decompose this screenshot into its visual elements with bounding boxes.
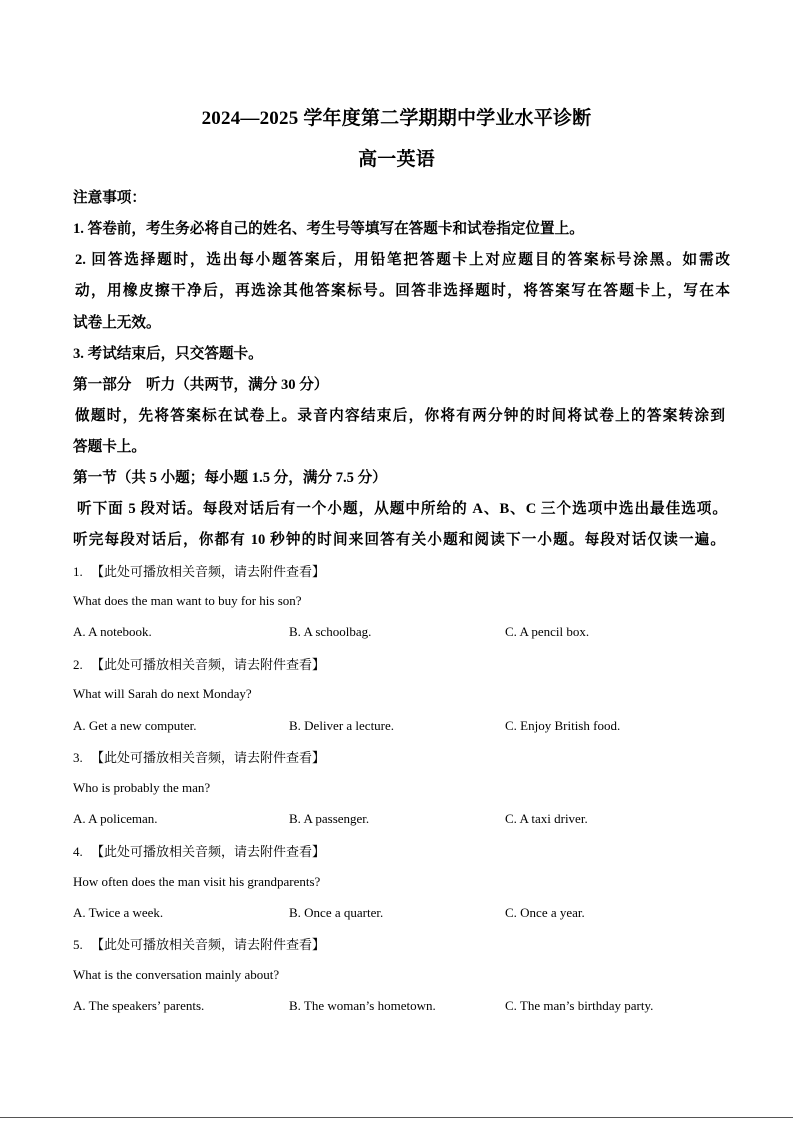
audio-link[interactable]: 【此处可播放相关音频，请去附件查看】 <box>91 844 326 859</box>
notice-heading: 注意事项： <box>73 190 146 206</box>
option-a: A. A policeman. <box>73 811 158 826</box>
part1-instruction-line-1: 做题时，先将答案标在试卷上。录音内容结束后，你将有两分钟的时间将试卷上的答案转涂到 <box>75 408 725 424</box>
option-c: C. Once a year. <box>505 905 585 920</box>
section1-instruction-line-1: 听下面 5 段对话。每段对话后有一个小题，从题中所给的 A、B、C 三个选项中选出最佳选项。 <box>77 501 727 517</box>
audio-placeholder[interactable] <box>73 841 325 860</box>
question-stem: Who is probably the man? <box>73 780 211 795</box>
audio-link[interactable]: 【此处可播放相关音频，请去附件查看】 <box>91 750 326 765</box>
option-a: A. Get a new computer. <box>73 718 197 733</box>
notice-item-2-line-2: 动，用橡皮擦干净后，再选涂其他答案标号。回答非选择题时，将答案写在答题卡上，写在本 <box>75 283 730 299</box>
question-stem: How often does the man visit his grandparents? <box>73 874 321 889</box>
audio-link[interactable]: 【此处可播放相关音频，请去附件查看】 <box>91 937 326 952</box>
option-b: B. Once a quarter. <box>289 905 384 920</box>
audio-placeholder[interactable] <box>73 934 325 953</box>
question-number: 5. <box>73 937 83 952</box>
audio-link[interactable]: 【此处可播放相关音频，请去附件查看】 <box>91 564 326 579</box>
question-stem: What is the conversation mainly about? <box>73 967 280 982</box>
option-a: A. The speakers’ parents. <box>73 998 205 1013</box>
part1-heading: 第一部分 听力（共两节，满分 30 分） <box>73 377 329 393</box>
audio-placeholder[interactable] <box>73 561 325 580</box>
question-number: 4. <box>73 844 83 859</box>
subject-title: 高一英语 <box>358 149 435 170</box>
page-bottom-divider <box>0 1117 793 1118</box>
question-stem: What will Sarah do next Monday? <box>73 686 252 701</box>
section1-instruction-line-2: 听完每段对话后，你都有 10 秒钟的时间来回答有关小题和阅读下一小题。每段对话仅读一遍。 <box>73 532 725 548</box>
question-stem: What does the man want to buy for his son? <box>73 593 302 608</box>
exam-title: 2024—2025 学年度第二学期期中学业水平诊断 <box>201 108 592 129</box>
part1-instruction-line-2: 答题卡上。 <box>73 439 146 455</box>
notice-item-2-line-3: 试卷上无效。 <box>73 315 161 331</box>
option-c: C. The man’s birthday party. <box>505 998 654 1013</box>
option-c: C. A taxi driver. <box>505 811 588 826</box>
question-number: 3. <box>73 750 83 765</box>
option-a: A. Twice a week. <box>73 905 164 920</box>
option-c: C. A pencil box. <box>505 624 590 639</box>
notice-item-1: 1. 答卷前，考生务必将自己的姓名、考生号等填写在答题卡和试卷指定位置上。 <box>73 221 584 237</box>
section1-heading: 第一节（共 5 小题；每小题 1.5 分，满分 7.5 分） <box>73 470 387 486</box>
audio-link[interactable]: 【此处可播放相关音频，请去附件查看】 <box>91 657 326 672</box>
notice-item-2-line-1: 2. 回答选择题时，选出每小题答案后，用铅笔把答题卡上对应题目的答案标号涂黑。如需改 <box>75 252 730 268</box>
option-b: B. A passenger. <box>289 811 370 826</box>
audio-placeholder[interactable] <box>73 747 325 766</box>
option-b: B. The woman’s hometown. <box>289 998 436 1013</box>
audio-placeholder[interactable] <box>73 654 325 673</box>
option-a: A. A notebook. <box>73 624 152 639</box>
question-number: 2. <box>73 657 83 672</box>
question-number: 1. <box>73 564 83 579</box>
option-b: B. Deliver a lecture. <box>289 718 395 733</box>
notice-item-3: 3. 考试结束后，只交答题卡。 <box>73 346 263 362</box>
option-c: C. Enjoy British food. <box>505 718 621 733</box>
option-b: B. A schoolbag. <box>289 624 372 639</box>
